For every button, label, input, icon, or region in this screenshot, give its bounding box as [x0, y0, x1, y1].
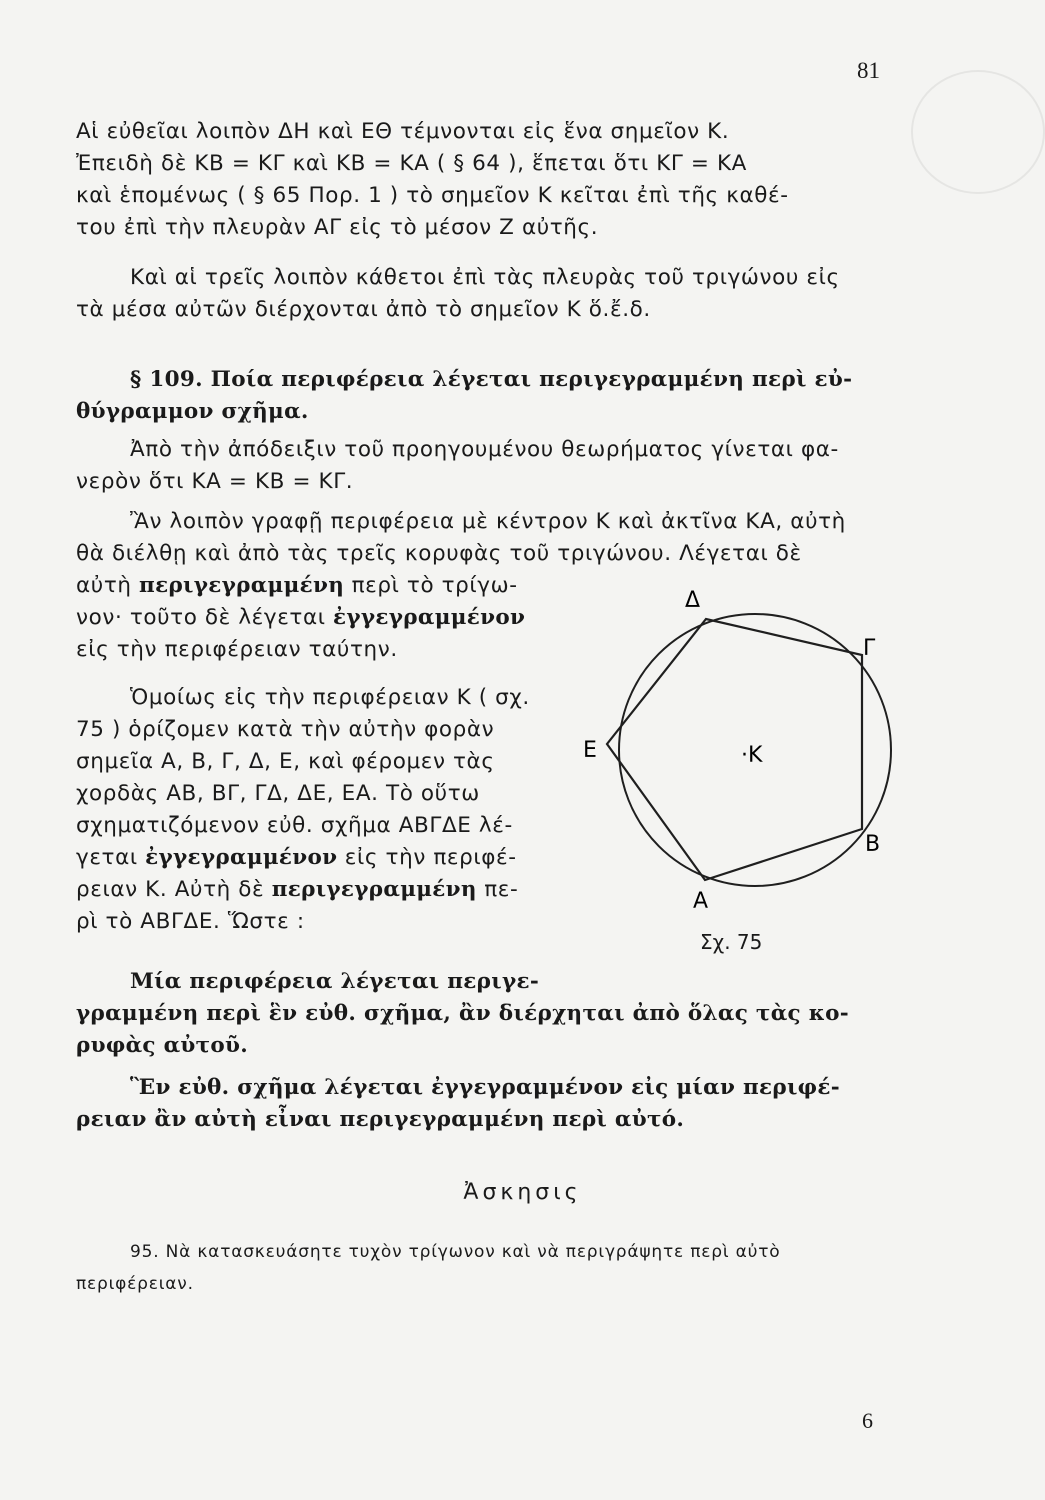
text-line: 75 ) ὁρίζομεν κατὰ τὴν αὐτὴν φορὰν [76, 717, 495, 742]
text-line: Ἀπὸ τὴν ἀπόδειξιν τοῦ προηγουμένου θεωρήματος γίνεται φα- [130, 437, 839, 462]
exercise-line: περιφέρειαν. [76, 1274, 194, 1294]
text-line: Ἂν λοιπὸν γραφῇ περιφέρεια μὲ κέντρον Κ καὶ ἀκτῖνα ΚΑ, αὐτὴ [130, 509, 846, 534]
text-line: τὰ μέσα αὐτῶν διέρχονται ἀπὸ τὸ σημεῖον Κ ὅ.ἔ.δ. [76, 297, 651, 322]
text-line: Αἱ εὐθεῖαι λοιπὸν ΔΗ καὶ ΕΘ τέμνονται εἰς ἕνα σημεῖον Κ. [76, 119, 730, 144]
text-line: Ἐπειδὴ δὲ ΚΒ = ΚΓ καὶ ΚΒ = ΚΑ ( § 64 ), ἕπεται ὅτι ΚΓ = ΚΑ [76, 151, 747, 176]
definition-line: ρυφὰς αὐτοῦ. [76, 1033, 249, 1058]
page-number: 81 [857, 58, 880, 83]
text-line: καὶ ἑπομένως ( § 65 Πορ. 1 ) τὸ σημεῖον Κ κεῖται ἐπὶ τῆς καθέ- [76, 183, 789, 208]
term-inscribed: ἐγγεγραμμένον [333, 605, 526, 630]
definition-line: Ἓν εὐθ. σχῆμα λέγεται ἐγγεγραμμένον εἰς μίαν περιφέ- [130, 1075, 841, 1100]
signature-number: 6 [862, 1408, 873, 1433]
vertex-label-b: Β [865, 832, 881, 857]
inscribed-pentagon-diagram [565, 575, 895, 925]
vertex-label-g: Γ [863, 636, 876, 661]
definition-inscribed [76, 1072, 911, 1136]
text-run: νον· τοῦτο δὲ λέγεται [76, 605, 334, 630]
text-line: Καὶ αἱ τρεῖς λοιπὸν κάθετοι ἐπὶ τὰς πλευρὰς τοῦ τριγώνου εἰς [130, 265, 840, 290]
text-line: χορδὰς ΑΒ, ΒΓ, ΓΔ, ΔΕ, ΕΑ. Τὸ οὕτω [76, 781, 480, 806]
text-line: Ὁμοίως εἰς τὴν περιφέρειαν Κ ( σχ. [130, 685, 530, 710]
text-line: νερὸν ὅτι ΚΑ = ΚΒ = ΚΓ. [76, 469, 354, 494]
text-run: εἰς τὴν περιφέ- [337, 845, 517, 870]
section-heading [76, 364, 911, 428]
vertex-label-d: Δ [685, 588, 701, 613]
text-line: σημεῖα Α, Β, Γ, Δ, Ε, καὶ φέρομεν τὰς [76, 749, 495, 774]
proof-paragraph [76, 434, 911, 498]
exercise-95 [76, 1236, 911, 1300]
text-line [76, 874, 561, 906]
intro-paragraph [76, 116, 911, 244]
definition-line: Μία περιφέρεια λέγεται περιγε- [130, 969, 540, 994]
term-circumscribed: περιγεγραμμένη [139, 573, 345, 598]
text-line: σχηματιζόμενον εὐθ. σχῆμα ΑΒΓΔΕ λέ- [76, 813, 513, 838]
figure-caption: Σχ. 75 [700, 930, 763, 954]
exercise-line: 95. Νὰ κατασκευάσητε τυχὸν τρίγωνον καὶ νὰ περιγράψητε περὶ αὐτὸ [130, 1242, 781, 1262]
term-circumscribed: περιγεγραμμένη [271, 877, 477, 902]
text-line: ρὶ τὸ ΑΒΓΔΕ. Ὥστε : [76, 909, 305, 934]
center-label-k: ·Κ [741, 743, 763, 768]
conclusion-paragraph [76, 262, 911, 326]
text-line [76, 842, 561, 874]
text-run: γεται [76, 845, 146, 870]
term-inscribed: ἐγγεγραμμένον [145, 845, 338, 870]
heading-line: § 109. Ποία περιφέρεια λέγεται περιγεγραμμένη περὶ εὐ- [130, 367, 853, 392]
text-run: πε- [476, 877, 519, 902]
text-line: εἰς τὴν περιφέρειαν ταύτην. [76, 637, 398, 662]
vertex-label-a: Α [693, 889, 709, 914]
heading-line: θύγραμμον σχῆμα. [76, 399, 309, 424]
vertex-label-e: Ε [583, 738, 597, 763]
text-run: αὐτὴ [76, 573, 140, 598]
pentagon-abgde [607, 619, 862, 880]
page-stain [911, 70, 1045, 194]
text-run: ρειαν Κ. Αὐτὴ δὲ [76, 877, 272, 902]
definition-line: ρειαν ἂν αὐτὴ εἶναι περιγεγραμμένη περὶ αὐτό. [76, 1107, 685, 1132]
definition-line: γραμμένη περὶ ἓν εὐθ. σχῆμα, ἂν διέρχηται ἀπὸ ὅλας τὰς κο- [76, 1001, 849, 1026]
exercises-heading: Ἀσκησις [463, 1180, 582, 1205]
similar-paragraph [76, 682, 561, 938]
text-line: θὰ διέλθῃ καὶ ἀπὸ τὰς τρεῖς κορυφὰς τοῦ τριγώνου. Λέγεται δὲ [76, 541, 802, 566]
definition-circumscribed [76, 966, 911, 1062]
text-line: του ἐπὶ τὴν πλευρὰν ΑΓ εἰς τὸ μέσον Ζ αὐτῆς. [76, 215, 599, 240]
text-run: περὶ τὸ τρίγω- [344, 573, 518, 598]
figure-75 [565, 575, 895, 929]
